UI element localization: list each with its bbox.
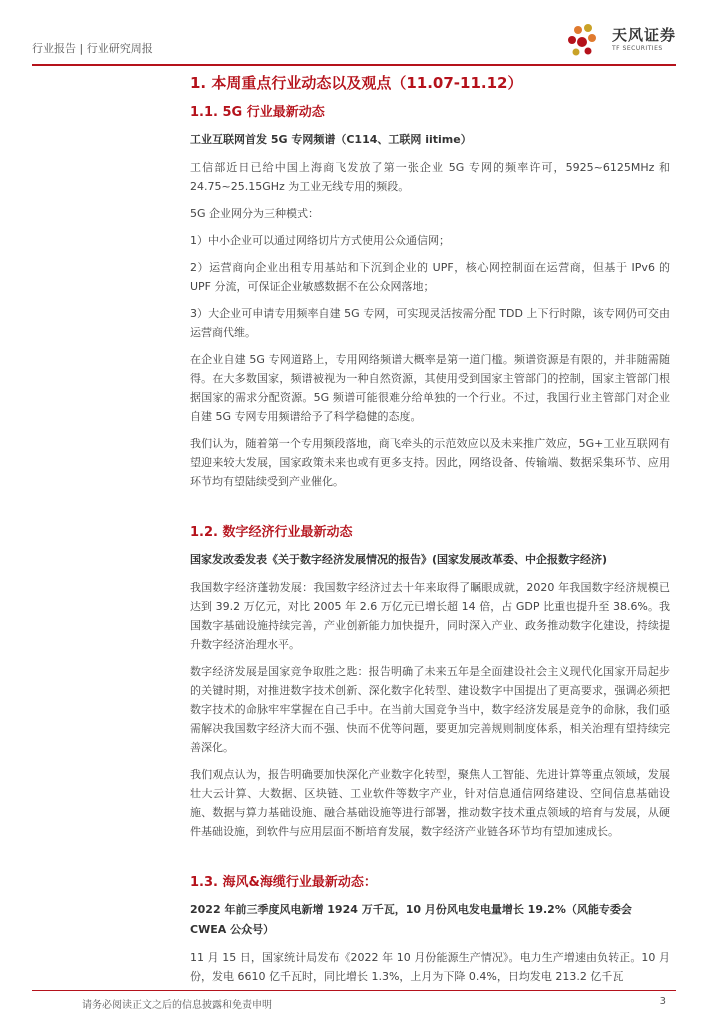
section-subheading-5g: 工业互联网首发 5G 专网频谱（C114、工联网 iitime） [190, 133, 472, 146]
logo-text: 天风证券 [612, 26, 677, 44]
logo-subtext: TF SECURITIES [612, 45, 663, 52]
paragraph: 1）中小企业可以通过网络切片方式使用公众通信网； [190, 234, 450, 247]
paragraph: 3）大企业可申请专用频率自建 5G 专网，可实现灵活按需分配 TDD 上下行时隙，该专网仍可交由运营商代维。 [190, 307, 670, 339]
footer-divider [32, 990, 676, 991]
paragraph: 2）运营商向企业出租专用基站和下沉到企业的 UPF，核心网控制面在运营商，但基于 IPv6 的 UPF 分流，可保证企业敏感数据不在公众网落地； [190, 261, 670, 293]
paragraph: 我们认为，随着第一个专用频段落地，商飞牵头的示范效应以及未来推广效应，5G+工业互联网有望迎来较大发展，国家政策未来也或有更多支持。因此，网络设备、传输端、数据采集环节、应用环节均有望陆续受到产业催化。 [190, 437, 670, 488]
paragraph: 工信部近日已给中国上海商飞发放了第一张企业 5G 专网的频率许可，5925~6125MHz 和 24.75~25.15GHz 为工业无线专用的频段。 [190, 161, 670, 193]
paragraph: 11 月 15 日，国家统计局发布《2022 年 10 月份能源生产情况》。电力生产增速由负转正。10 月份，发电 6610 亿千瓦时，同比增长 1.3%，上月为下降 0.4%，日均发电 213.2 亿千瓦 [190, 951, 670, 983]
section-heading-5g: 1.1. 5G 行业最新动态 [190, 105, 325, 120]
page-number: 3 [659, 996, 666, 1007]
paragraph: 数字经济发展是国家竞争取胜之匙：报告明确了未来五年是全面建设社会主义现代化国家开局起步的关键时期，对推进数字技术创新、深化数字化转型、建设数字中国提出了更高要求，强调必须把数字技术的命脉牢牢掌握在自己手中。在当前大国竞争当中，数字经济发展是竞争的命脉，我们亟需解决我国数字经济大而不强、快而不优等问题，要更加完善规则制度体系，相关治理有望持续完善深化。 [190, 665, 670, 754]
section-subheading-digital-economy: 国家发改委发表《关于数字经济发展情况的报告》(国家发展改革委、中企报数字经济) [190, 553, 608, 566]
paragraph: 我国数字经济蓬勃发展：我国数字经济过去十年来取得了瞩眼成就，2020 年我国数字经济规模已达到 39.2 万亿元，对比 2005 年 2.6 万亿元已增长超 14 倍，占 GDP 比重也提升至 38.6%。我国数字基础设施持续完善，产业创新能力加快提升，同时深入产业、政务推动数字化建设，持续提升数字经济治理水平。 [190, 581, 670, 651]
paragraph: 在企业自建 5G 专网道路上，专用网络频谱大概率是第一道门槛。频谱资源是有限的，并非随需随得。在大多数国家，频谱被视为一种自然资源，其使用受到国家主管部门的控制，国家主管部门根据国家的需求分配资源。5G 频谱可能很难分给单独的一个行业。不过，我国行业主管部门对企业自建 5G 专网专用频谱给予了科学稳健的态度。 [190, 353, 670, 423]
header-tag: 行业报告 | 行业研究周报 [32, 42, 153, 55]
section-subheading-offshore-wind: 2022 年前三季度风电新增 1924 万千瓦，10 月份风电发电量增长 19.2%（风能专委会 CWEA 公众号） [190, 903, 632, 936]
section-heading-offshore-wind: 1.3. 海风&海缆行业最新动态： [190, 875, 377, 890]
footer-disclaimer: 请务必阅读正文之后的信息披露和免责申明 [82, 1000, 272, 1011]
paragraph: 我们观点认为，报告明确要加快深化产业数字化转型，聚焦人工智能、先进计算等重点领域，发展壮大云计算、大数据、区块链、工业软件等数字产业，针对信息通信网络建设、空间信息基础设施、数据与算力基础设施、融合基础设施等进行部署，推动数字技术重点领域的培育与发展，从硬件基础设施，到软件与应用层面不断培育发展，数字经济产业链各环节均有望加速成长。 [190, 768, 670, 838]
page-title: 1. 本周重点行业动态以及观点（11.07-11.12） [190, 74, 523, 92]
paragraph: 5G 企业网分为三种模式： [190, 207, 320, 220]
section-heading-digital-economy: 1.2. 数字经济行业最新动态 [190, 525, 353, 540]
main-content [190, 66, 670, 994]
